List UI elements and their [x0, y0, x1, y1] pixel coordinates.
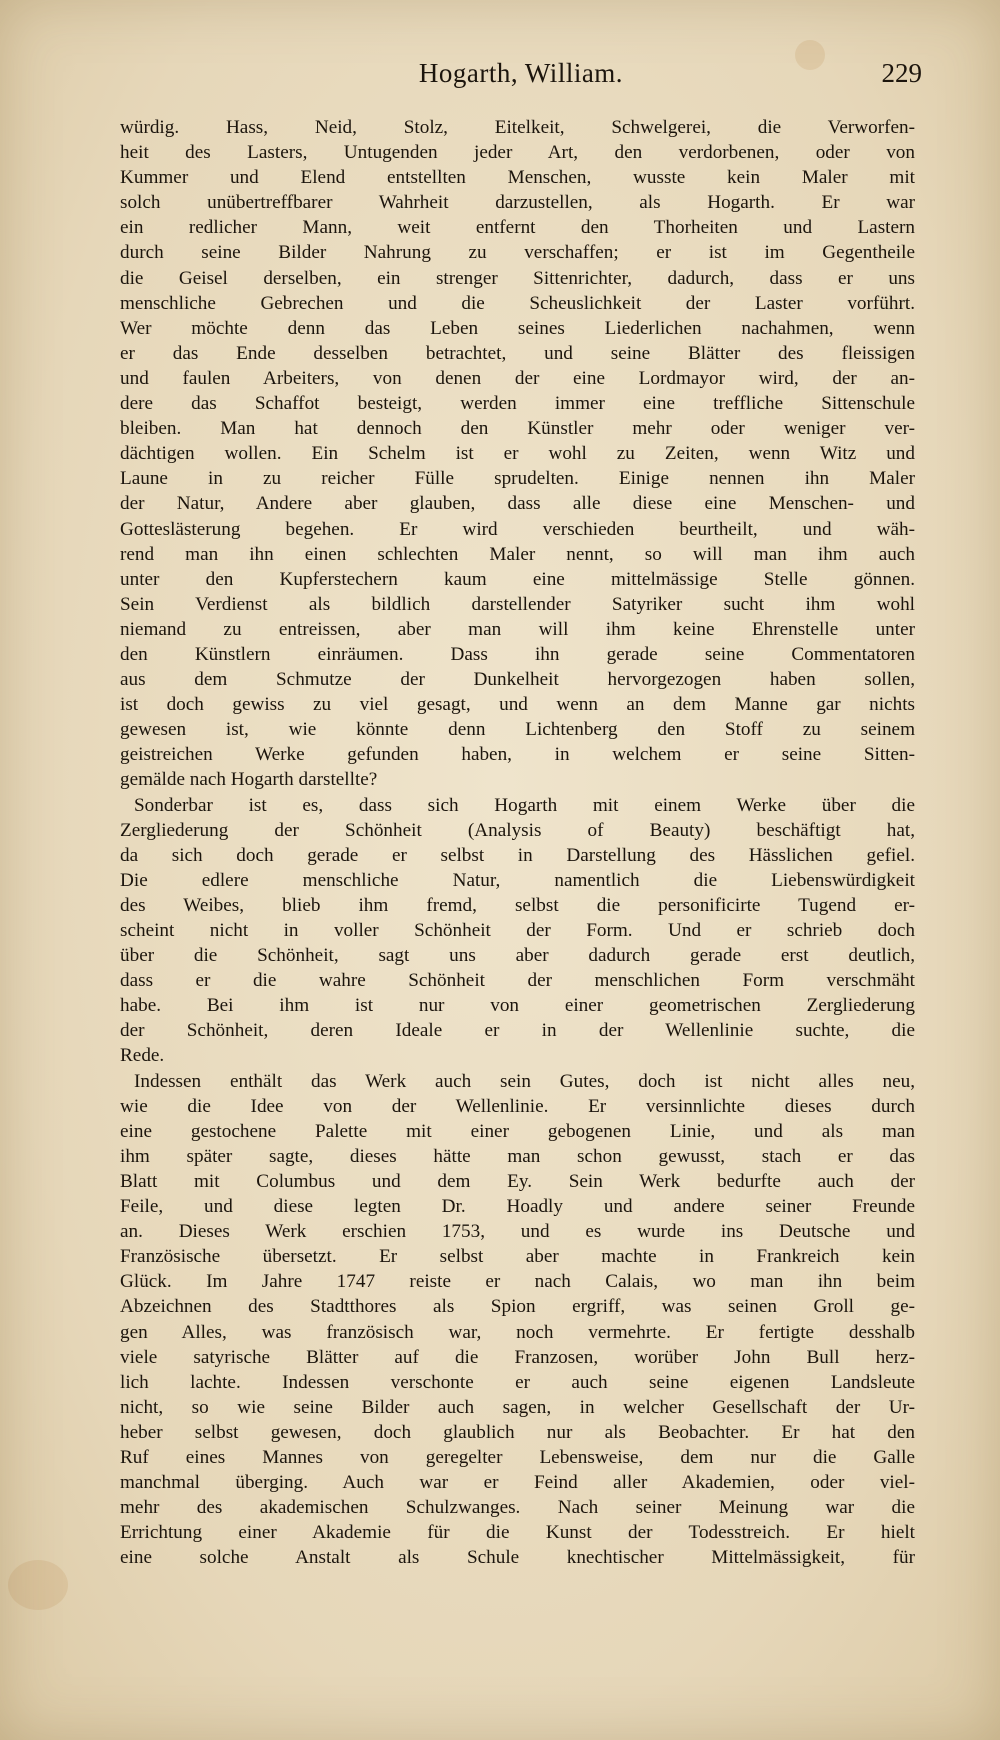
text-line: wie die Idee von der Wellenlinie. Er versinnlichte dieses durch: [120, 1095, 915, 1117]
text-line: lich lachte. Indessen verschonte er auch seine eigenen Landsleute: [120, 1371, 915, 1393]
text-line: aus dem Schmutze der Dunkelheit hervorgezogen haben sollen,: [120, 669, 915, 691]
text-line: heber selbst gewesen, doch glaublich nur als Beobachter. Er hat den: [120, 1421, 915, 1443]
text-line: über die Schönheit, sagt uns aber dadurch gerade erst deutlich,: [120, 945, 915, 967]
text-line: durch seine Bilder Nahrung zu verschaffen; er ist im Gegentheile: [120, 242, 915, 264]
text-line: ihm später sagte, dieses hätte man schon gewusst, stach er das: [120, 1145, 915, 1167]
text-line: manchmal überging. Auch war er Feind aller Akademien, oder viel-: [120, 1472, 915, 1494]
text-line: ist doch gewiss zu viel gesagt, und wenn an dem Manne gar nichts: [120, 694, 915, 716]
text-line: Französische übersetzt. Er selbst aber machte in Frankreich kein: [120, 1246, 915, 1268]
text-line: dass er die wahre Schönheit der menschlichen Form verschmäht: [120, 970, 915, 992]
paper-stain: [8, 1560, 68, 1610]
body-text: [120, 115, 915, 1570]
text-line: er das Ende desselben betrachtet, und seine Blätter des fleissigen: [120, 342, 915, 364]
text-line: und faulen Arbeiters, von denen der eine Lordmayor wird, der an-: [120, 367, 915, 389]
text-line: habe. Bei ihm ist nur von einer geometrischen Zergliederung: [120, 995, 915, 1017]
text-line: eine gestochene Palette mit einer gebogenen Linie, und als man: [120, 1120, 915, 1142]
text-line: gen Alles, was französisch war, noch vermehrte. Er fertigte desshalb: [120, 1321, 915, 1343]
text-line: dächtigen wollen. Ein Schelm ist er wohl zu Zeiten, wenn Witz und: [120, 443, 915, 465]
text-line: menschliche Gebrechen und die Scheuslichkeit der Laster vorführt.: [120, 292, 915, 314]
text-line: Wer möchte denn das Leben seines Liederlichen nachahmen, wenn: [120, 317, 915, 339]
text-line: dere das Schaffot besteigt, werden immer eine treffliche Sittenschule: [120, 393, 915, 415]
text-line: Rede.: [120, 1045, 165, 1067]
text-line: Glück. Im Jahre 1747 reiste er nach Calais, wo man ihn beim: [120, 1271, 915, 1293]
text-line: viele satyrische Blätter auf die Franzosen, worüber John Bull herz-: [120, 1346, 915, 1368]
text-line: würdig. Hass, Neid, Stolz, Eitelkeit, Schwelgerei, die Verworfen-: [120, 117, 915, 138]
text-line: bleiben. Man hat dennoch den Künstler mehr oder weniger ver-: [120, 418, 915, 440]
text-line: gemälde nach Hogarth darstellte?: [120, 769, 378, 791]
running-title: Hogarth, William.: [418, 58, 624, 88]
page-number: 229: [881, 58, 922, 88]
text-line: rend man ihn einen schlechten Maler nennt, so will man ihm auch: [120, 543, 915, 565]
text-line: Die edlere menschliche Natur, namentlich die Liebenswürdigkeit: [120, 869, 915, 891]
text-line: niemand zu entreissen, aber man will ihm keine Ehrenstelle unter: [120, 618, 915, 640]
text-line: Laune in zu reicher Fülle sprudelten. Einige nennen ihn Maler: [120, 468, 915, 490]
page-header: [120, 58, 922, 98]
text-line: Abzeichnen des Stadtthores als Spion ergriff, was seinen Groll ge-: [120, 1296, 915, 1318]
text-line: Indessen enthält das Werk auch sein Gutes, doch ist nicht alles neu,: [134, 1070, 915, 1092]
text-line: Gotteslästerung begehen. Er wird verschieden beurtheilt, und wäh-: [120, 518, 915, 540]
text-line: scheint nicht in voller Schönheit der Form. Und er schrieb doch: [120, 920, 915, 941]
text-line: geistreichen Werke gefunden haben, in welchem er seine Sitten-: [120, 744, 915, 766]
text-line: Ruf eines Mannes von geregelter Lebensweise, dem nur die Galle: [120, 1446, 915, 1468]
text-line: unter den Kupferstechern kaum eine mittelmässige Stelle gönnen.: [120, 568, 915, 590]
text-line: an. Dieses Werk erschien 1753, und es wurde ins Deutsche und: [120, 1221, 915, 1243]
text-line: die Geisel derselben, ein strenger Sittenrichter, dadurch, dass er uns: [120, 267, 915, 289]
text-line: da sich doch gerade er selbst in Darstellung des Hässlichen gefiel.: [120, 844, 915, 866]
text-line: des Weibes, blieb ihm fremd, selbst die personificirte Tugend er-: [120, 894, 915, 916]
text-line: Blatt mit Columbus und dem Ey. Sein Werk bedurfte auch der: [120, 1170, 915, 1192]
text-line: ein redlicher Mann, weit entfernt den Thorheiten und Lastern: [120, 217, 915, 239]
text-line: der Natur, Andere aber glauben, dass alle diese eine Menschen- und: [120, 493, 915, 515]
text-line: den Künstlern einräumen. Dass ihn gerade seine Commentatoren: [120, 643, 915, 665]
text-line: eine solche Anstalt als Schule knechtischer Mittelmässigkeit, für: [120, 1547, 915, 1569]
text-line: Feile, und diese legten Dr. Hoadly und andere seiner Freunde: [120, 1196, 915, 1218]
text-line: Zergliederung der Schönheit (Analysis of Beauty) beschäftigt hat,: [120, 819, 915, 841]
text-line: Kummer und Elend entstellten Menschen, wusste kein Maler mit: [120, 167, 915, 189]
text-line: nicht, so wie seine Bilder auch sagen, in welcher Gesellschaft der Ur-: [120, 1396, 915, 1418]
text-line: der Schönheit, deren Ideale er in der Wellenlinie suchte, die: [120, 1020, 915, 1042]
text-line: Errichtung einer Akademie für die Kunst der Todesstreich. Er hielt: [120, 1522, 915, 1544]
text-line: Sein Verdienst als bildlich darstellender Satyriker sucht ihm wohl: [120, 593, 915, 615]
text-line: heit des Lasters, Untugenden jeder Art, den verdorbenen, oder von: [120, 142, 915, 164]
text-line: solch unübertreffbarer Wahrheit darzustellen, als Hogarth. Er war: [120, 192, 915, 214]
text-line: mehr des akademischen Schulzwanges. Nach seiner Meinung war die: [120, 1497, 915, 1519]
text-line: Sonderbar ist es, dass sich Hogarth mit einem Werke über die: [134, 794, 915, 816]
text-line: gewesen ist, wie könnte denn Lichtenberg den Stoff zu seinem: [120, 719, 915, 741]
